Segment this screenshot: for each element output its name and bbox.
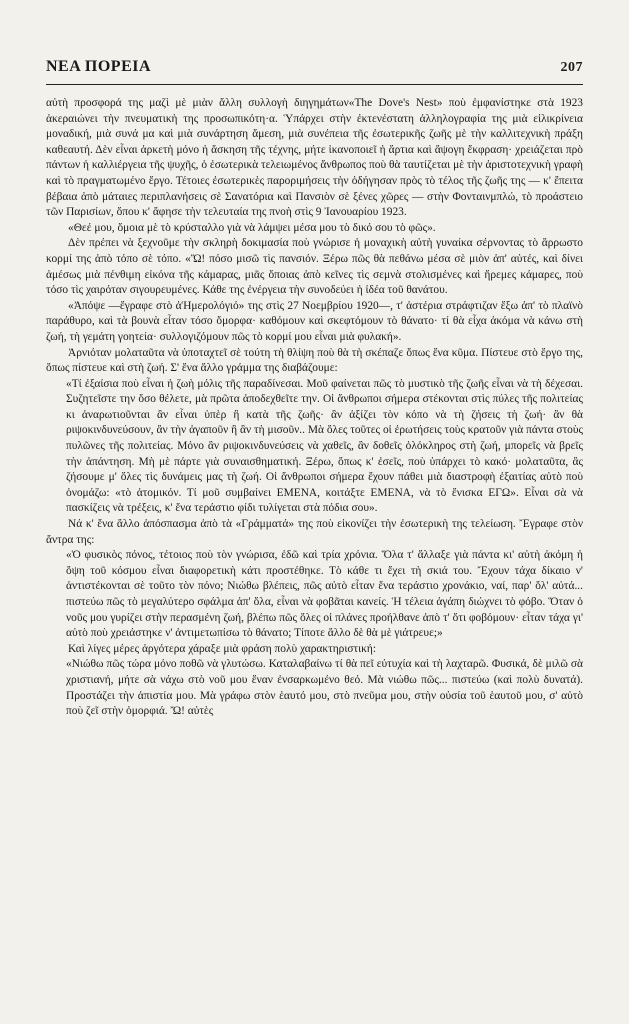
quote-paragraph: «Νιώθω πῶς τώρα μόνο ποθῶ νὰ γλυτώσω. Καταλαβαίνω τί θὰ πεῖ εὐτυχία καὶ τὴ λαχταρῶ. Φυσικά, δὲ μιλῶ σὰ χριστιανή, μήτε σὰ νάχω στὸ νοῦ μου ἕναν ἐνσαρκωμένο θεό. Μὰ νιώθω πῶς... πιστεύω (καὶ πολὺ δυνατά). Προστάζει τὴν ἀπιστία μου. Μὰ γράφω στὸν ἑαυτό μου, στὸ πνεῦμα μου, στὴν οὐσία τοῦ ἑαυτοῦ μου, σ' αὐτὸ ποὺ ζεῖ στὴν ὀμορφιά. Ὤ! αὐτὲς bbox=[66, 658, 583, 718]
paragraph: Ἀρνιόταν μολαταῦτα νὰ ὑποταχτεῖ σὲ τούτη τὴ θλίψη ποὺ θὰ τὴ σκέπαζε ὅπως ἕνα κῦμα. Πίστευε στὸ ἔργο της, ὅπως πίστευε καὶ στὴ ζωή. Σ' ἕνα ἄλλο γράμμα της διαβάζουμε: bbox=[46, 346, 583, 375]
body-text bbox=[46, 96, 583, 720]
quote-paragraph: «Τί ἐξαίσια ποὺ εἶναι ἡ ζωὴ μόλις τῆς παραδίνεσαι. Μοῦ φαίνεται πῶς τὸ μυστικὸ τῆς ζωῆς εἶναι νὰ τὴ δέχεσαι. Συζητεῖστε την ὅσο θέλετε, μὰ πρῶτα ἀποδεχθεῖτε την. Οἱ ἄνθρωποι σήμερα στέκονται στὶς πύλες τῆς πολιτείας κι ἀναρωτιοῦνται ἂν εἶναι ὑπὲρ ἢ κατὰ τῆς ζωῆς· ἂν ἀξίζει τὸν κόπο νὰ τὴ ζήσεις τὴ ζωή· ἂν θὰ ριψοκινδυνεύσουν, ἂν τὴν ἀγαποῦν ἢ ἂν τὴ μισοῦν.. Μὰ ὅλες τοῦτες οἱ ἐρωτήσεις τοὺς κρατοῦν γιὰ πάντα στοὺς πυλῶνες τῆς πολιτείας. Μόνο ἂν ριψοκινδυνεύσεις νὰ χαθεῖς, ἂν δοθεῖς ὁλόκληρος στὴ ζωή, μπορεῖς νὰ βρεῖς τὴν ἀπάντηση. Μὴ μὲ πάρτε γιὰ συναισθηματική. Ξέρω, ὅπως κ' ἐσεῖς, ποὺ ὑπάρχει τὸ κακό· μολαταῦτα, ἂς ζήσουμε μ' ὅλες τὶς δυνάμεις μας τὴ ζωή. Οἱ ἄνθρωποι σήμερα ἔχουν πάθει μιὰ διαστροφὴ ἐξαιτίας αὐτὸ ποὺ ὀνομάζω: «τὸ ἀτομικόν. Τί μοῦ συμβαίνει ΕΜΕΝΑ, κοιτάξτε ΕΜΕΝΑ, νὰ τὸ ἔνισκα ΕΓΩ». Εἶναι σὰ νὰ πασκίζεις νὰ τρέξεις, κ' ἕνα τεράστιο φίδι τυλίγεται στὰ πόδια σου». bbox=[66, 377, 583, 515]
paragraph: Νά κ' ἕνα ἄλλο ἀπόσπασμα ἀπὸ τὰ «Γράμματά» της ποὺ εἰκονίζει τὴν ἐσωτερικὴ της τελείωση. Ἔγραφε στὸν ἄντρα της: bbox=[46, 518, 583, 546]
paragraph: Καὶ λίγες μέρες ἀργότερα χάραξε μιὰ φράση πολὺ χαρακτηριστική: bbox=[68, 642, 377, 655]
header-rule bbox=[46, 84, 583, 85]
paragraph: Δὲν πρέπει νὰ ξεχνοῦμε τὴν σκληρὴ δοκιμασία ποὺ γνώρισε ἡ μοναχικὴ αὐτὴ γυναίκα σέρνοντας τὸ ἄρρωστο κορμί της ἀπὸ τόπο σὲ τόπο. «Ὤ! πόσο μισῶ τὶς πανσιόν. Ξέρω πῶς θὰ πεθάνω μέσα σὲ μιὸν ἀπ' αὐτές, καὶ δίνει ἀμέσως μιὰ πένθιμη εἰκόνα τῆς κάμαρας, μιᾶς ὅποιας ἀπὸ κεῖνες τὶς σεμνὰ στολισμένες καὶ ἥρεμες κάμαρες, ποὺ τόσο τὶς χαιρόταν σιγουρευμένες. Κάθε της ἐνέργεια τὴν συνοδεύει ἡ ἰδέα τοῦ θανάτου. bbox=[46, 237, 583, 297]
paragraph: αὐτὴ προσφορά της μαζὶ μὲ μιὰν ἄλλη συλλογὴ διηγημάτων«The Dove's Nest» ποὺ ἐμφανίστηκε στὰ 1923 ἀκεραιώνει τὴν πνευματικὴ της προσωπικότη·α. Ὑπάρχει στὴν ἐκτενέστατη ἀλληλογραφία της μιὰ εἰλικρίνεια μοναδική, μιὰ συνά μα καὶ μιὰ συνάρτηση ἄμεση, μιὰ συνέπεια τῆς ἐσωτερικῆς ζωῆς μὲ τὴν καλλιτεχνικὴ πράξη καθεαυτή. Δὲν εἶναι ἀρκετὴ μόνο ἡ ἄσκηση τῆς τέχνης, μήτε ἱκανοποιεῖ ἡ ἄρτια καὶ ἄψογη ἔκφραση· χρειάζεται πρὸ πάντων ἡ καλλιέργεια τῆς ψυχῆς, ὁ ἐσωτερικὰ τελειωμένος ἄνθρωπος ποὺ θὰ ταυτίζεται μὲ τὴν ἀριστοτεχνικὴ γραφὴ καὶ τὸ πραγματωμένο ἔργο. Τέτοιες ἐσωτερικὲς παροριμήσεις τὴν ὁδήγησαν πρὸς τὸ τέλος τῆς ζωῆς της — κ' ἔπειτα βέβαια ἀπὸ μάταιες περιπλανήσεις σὲ Σανατόρια καὶ Πανσιὸν σὲ ξένες χῶρες — στὴν Φονταινμπλώ, τὸ προάστειο τῶν Παρισίων, ὅπου κ' ἄφησε τὴν τελευταία της πνοὴ στὶς 9 Ἰανουαρίου 1923. bbox=[46, 97, 583, 219]
quote-paragraph: «Ἀπόψε —ἔγραφε στὸ ἁἩμερολόγιό» της στὶς 27 Νοεμβρίου 1920—, τ' ἀστέρια στράφτιζαν ἔξω ἀπ' τὸ πλαϊνὸ παράθυρο, καὶ τὰ βουνὰ εἶταν τόσο ὄμορφα· καθόμουν καὶ σκεφτόμουν τὸ θάνατο· τί θὰ εἶχα ἀκόμα νὰ κάνω στὴ ζωή, τὴ γεμάτη γοητεία· συλλογιζόμουν πῶς τὸ κορμί μου εἶναι μιὰ φυλακή». bbox=[46, 299, 583, 343]
page-number: 207 bbox=[560, 60, 583, 75]
quote-paragraph: «Θεέ μου, ὅμοια μὲ τὸ κρύσταλλο γιὰ νὰ λάμψει μέσα μου τὸ δικό σου τὸ φῶς». bbox=[68, 221, 436, 234]
journal-title: ΝΕΑ ΠΟΡΕΙΑ bbox=[46, 58, 152, 75]
running-header bbox=[46, 58, 583, 76]
quote-paragraph: «Ὁ φυσικὸς πόνος, τέτοιος ποὺ τὸν γνώρισα, ἐδῶ καὶ τρία χρόνια. Ὅλα τ' ἄλλαξε γιὰ πάντα κι' αὐτὴ ἀκόμη ἡ ὄψη τοῦ κόσμου εἶναι διαφορετικὴ κάτι προστέθηκε. Τὸ κάθε τι ἔχει τὴ σκιά του. Ἔχουν τάχα δίκαιο ν' ἀντιστέκονται σὲ τοῦτο τὸν πόνο; Νιώθω βλέπεις, πῶς αὐτὸ εἶταν ἕνα τεράστιο χρονάκιο, ναί, παρ' ὅλ' αὐτά... πιστεύω πῶς τὸ μεγαλύτερο σφάλμα ἀπ' ὅλα, εἶναι νὰ φοβᾶται κανείς. Ἡ τέλεια ἀγάπη διώχνει τὸ φόβο. Ὅταν ὁ νοῦς μου γυρίζει στὴν περασμένη ζωή, βλέπω πῶς ὅλες οἱ πλάνες προήλθανε ἀπὸ τ' ὅτι φοβόμουν· εἶταν τάχα γι' αὐτὸ ποὺ χρειάστηκε ν' ἀντιμετωπίσω τὸ θάνατο; Τίποτε ἄλλο δὲ θὰ μὲ γιάτρευε;» bbox=[66, 549, 583, 640]
